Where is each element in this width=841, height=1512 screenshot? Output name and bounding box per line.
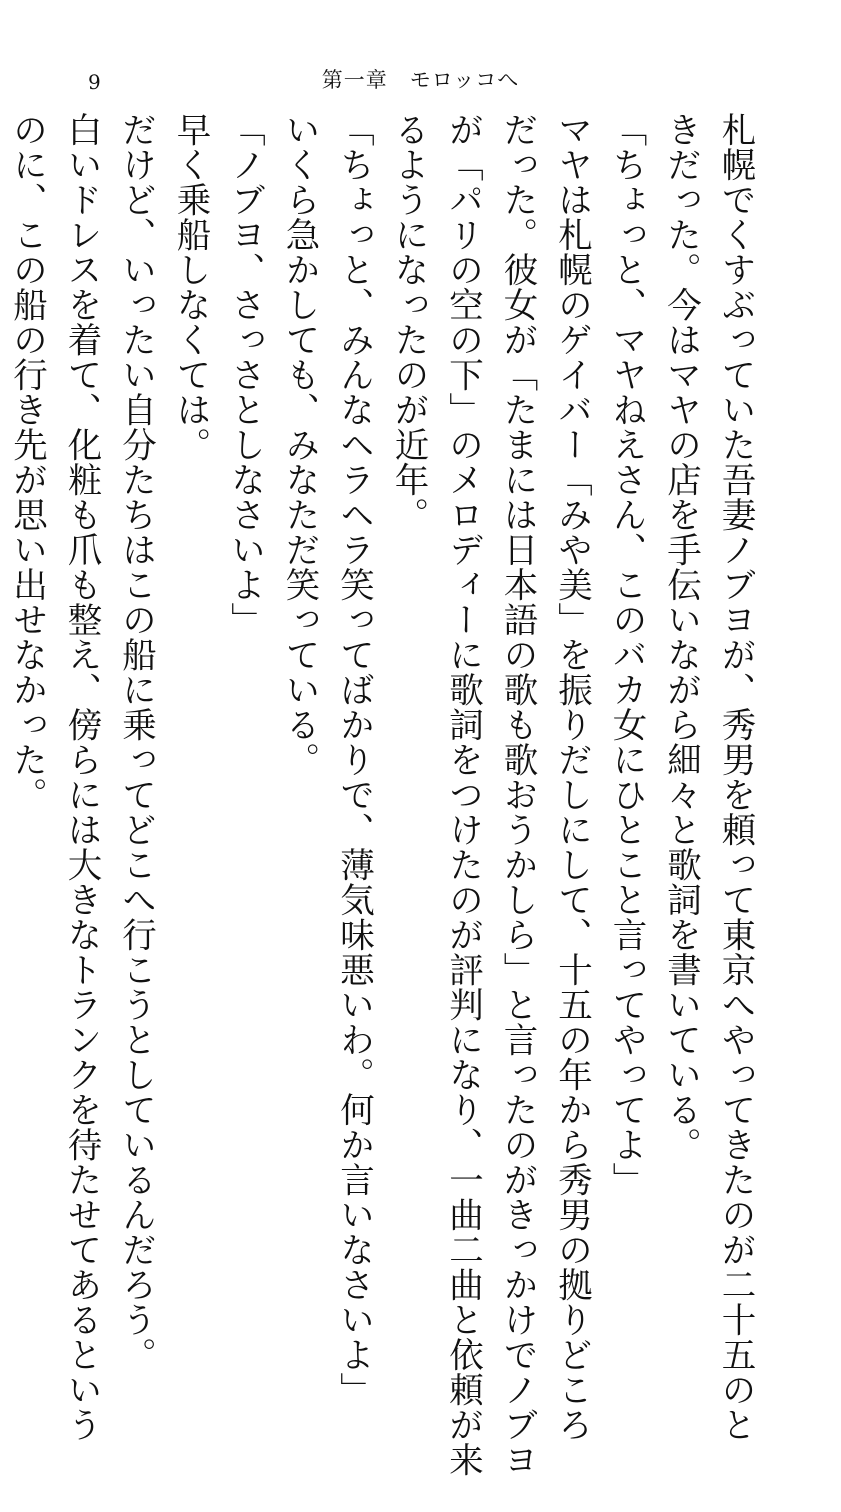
text-line: が「パリの空の下」のメロディーに歌詞をつけたのが評判になり、一曲二曲と依頼が来 (442, 112, 483, 1477)
text-line: 早く乗船しなくては。 (170, 112, 210, 462)
text-line: マヤは札幌のゲイバー「みや美」を振りだしにして、十五の年から秀男の拠りどころ (551, 112, 592, 1442)
text-line: 「ちょっと、みんなヘラヘラ笑ってばかりで、薄気味悪いわ。何か言いなさいよ」 (333, 112, 374, 1407)
text-line: いくら急かしても、みなただ笑っている。 (279, 112, 319, 777)
text-line: きだった。今はマヤの店を手伝いながら細々と歌詞を書いている。 (660, 112, 701, 1162)
text-line: のに、この船の行き先が思い出せなかった。 (6, 112, 47, 812)
text-line: 白いドレスを着て、化粧も爪も整え、傍らには大きなトランクを待たせてあるという (61, 112, 101, 1442)
running-head-chapter-title: 第一章 モロッコへ (321, 68, 520, 92)
text-line: だけど、いったい自分たちはこの船に乗ってどこへ行こうとしているんだろう。 (115, 112, 156, 1372)
page-number: 9 (88, 70, 101, 94)
text-line: 「ちょっと、マヤねえさん、このバカ女にひとこと言ってやってよ」 (606, 112, 646, 1197)
text-line: るようになったのが近年。 (388, 112, 428, 532)
text-line: 札幌でくすぶっていた吾妻ノブヨが、秀男を頼って東京へやってきたのが二十五のと (715, 112, 755, 1442)
body-text (6, 112, 762, 1477)
text-line: だった。彼女が「たまには日本語の歌も歌おうかしら」と言ったのがきっかけでノブヨ (497, 112, 537, 1477)
text-line: 「ノブヨ、さっさとしなさいよ」 (224, 112, 265, 637)
